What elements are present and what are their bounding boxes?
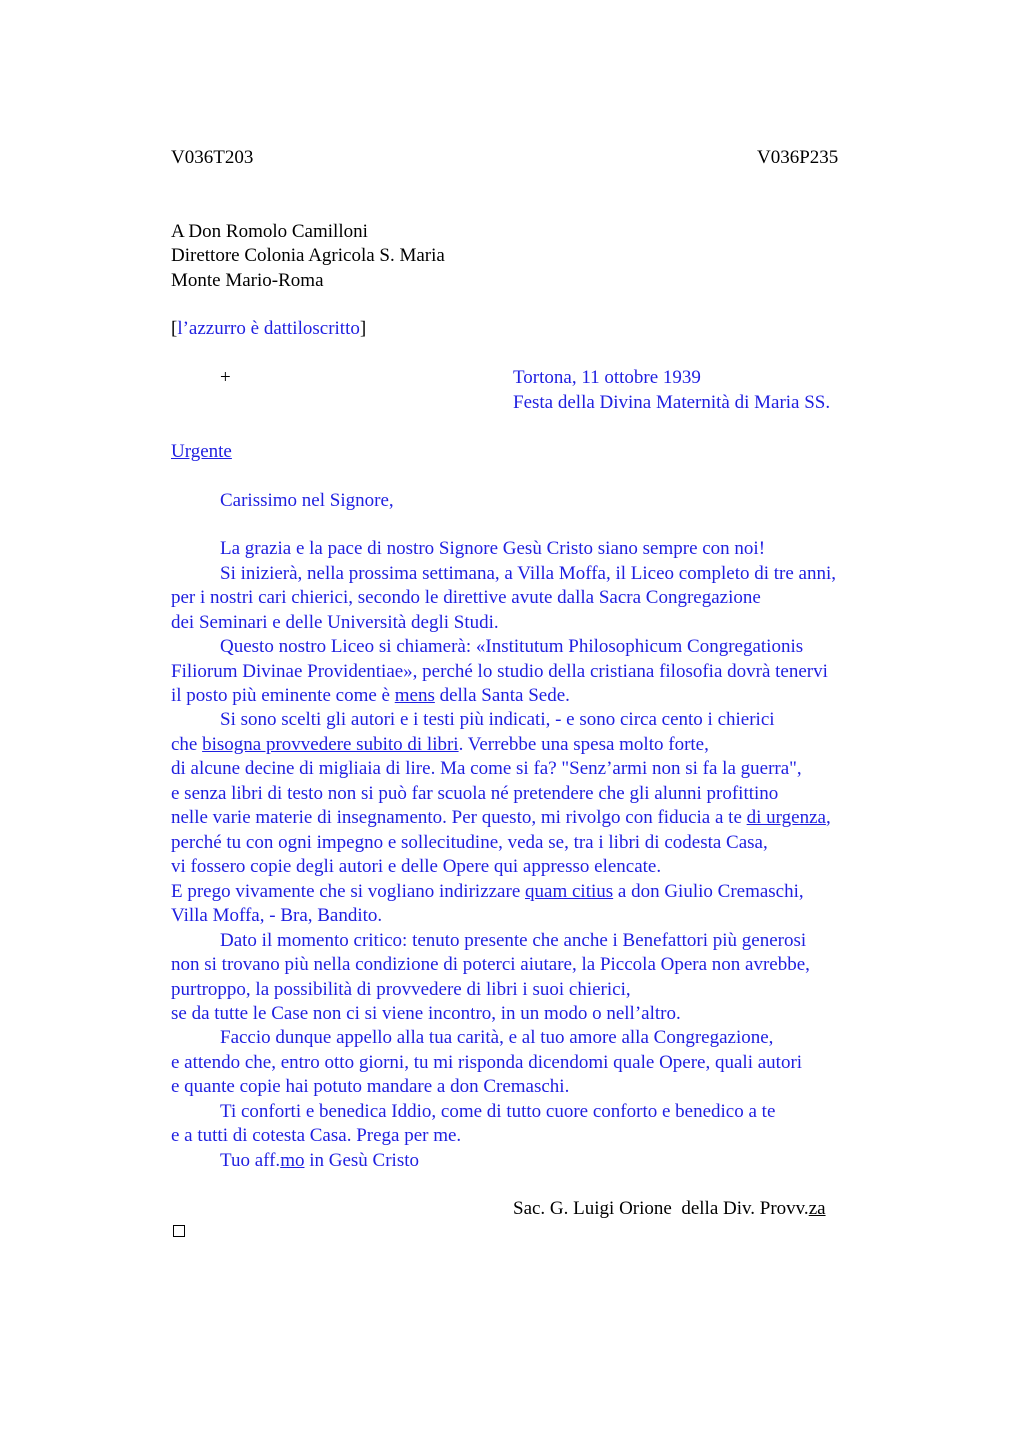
body-text: nelle varie materie di insegnamento. Per questo, mi rivolgo con fiducia a te: [171, 807, 747, 828]
underlined-text: mo: [280, 1150, 305, 1171]
body-line: [171, 880, 804, 904]
body-text: E prego vivamente che si vogliano indirizzare: [171, 881, 526, 902]
body-text: Tuo aff.: [220, 1150, 281, 1171]
body-line: Questo nostro Liceo si chiamerà: «Institutum Philosophicum Congregationis: [220, 636, 804, 657]
body-line: Filiorum Divinae Providentiae», perché lo studio della cristiana filosofia dovrà tenervi: [171, 661, 828, 682]
body-line: per i nostri cari chierici, secondo le direttive avute dalla Sacra Congregazione: [171, 587, 761, 608]
body-text: il posto più eminente come è: [171, 685, 395, 706]
address-location: Monte Mario-Roma: [171, 270, 324, 291]
body-line: non si trovano più nella condizione di poterci aiutare, la Piccola Opera non avrebbe,: [171, 954, 810, 975]
body-line: se da tutte le Case non ci si viene incontro, in un modo o nell’altro.: [171, 1003, 681, 1024]
note-text: l’azzurro è dattiloscritto: [177, 318, 360, 339]
signature: [513, 1197, 826, 1221]
document-code-left: V036T203: [171, 147, 254, 168]
body-line: Dato il momento critico: tenuto presente che anche i Benefattori più generosi: [220, 930, 807, 951]
underlined-text: quam citius: [525, 881, 614, 902]
body-text: in Gesù Cristo: [304, 1150, 419, 1171]
body-line: e attendo che, entro otto giorni, tu mi risponda dicendomi quale Opere, quali autori: [171, 1052, 803, 1073]
address-title: Direttore Colonia Agricola S. Maria: [171, 245, 445, 266]
signature-text: Sac. G. Luigi Orione della Div. Provv.: [513, 1198, 809, 1219]
end-box-icon: [173, 1225, 185, 1237]
address-recipient: A Don Romolo Camilloni: [171, 221, 368, 242]
underlined-text: di urgenza: [746, 807, 826, 828]
body-line: Faccio dunque appello alla tua carità, e al tuo amore alla Congregazione,: [220, 1027, 774, 1048]
body-line: Si sono scelti gli autori e i testi più indicati, - e sono circa cento i chierici: [220, 709, 775, 730]
body-text: della Santa Sede.: [434, 685, 570, 706]
body-line: vi fossero copie degli autori e delle Opere qui appresso elencate.: [171, 856, 662, 877]
body-line: La grazia e la pace di nostro Signore Gesù Cristo siano sempre con noi!: [220, 538, 766, 559]
body-line: dei Seminari e delle Università degli Studi.: [171, 612, 499, 633]
body-line: e a tutti di cotesta Casa. Prega per me.: [171, 1125, 462, 1146]
body-text: a don Giulio Cremaschi,: [613, 881, 804, 902]
cross-symbol: +: [220, 367, 231, 388]
note-bracket-open: [: [171, 318, 178, 339]
urgent-label: Urgente: [171, 441, 232, 462]
underlined-text: mens: [394, 685, 435, 706]
body-line: [171, 684, 570, 708]
body-line: e quante copie hai potuto mandare a don Cremaschi.: [171, 1076, 570, 1097]
body-text: ,: [825, 807, 831, 828]
body-text: . Verrebbe una spesa molto forte,: [458, 734, 709, 755]
place-date: Tortona, 11 ottobre 1939: [513, 367, 701, 388]
document-code-right: V036P235: [757, 147, 839, 168]
body-line: purtroppo, la possibilità di provvedere di libri i suoi chierici,: [171, 979, 631, 1000]
editorial-note: [171, 317, 366, 341]
body-line: e senza libri di testo non si può far scuola né pretendere che gli alunni profittino: [171, 783, 779, 804]
body-line: Villa Moffa, - Bra, Bandito.: [171, 905, 383, 926]
body-line: [171, 733, 709, 757]
body-text: che: [171, 734, 203, 755]
signature-suffix: za: [808, 1198, 826, 1219]
note-bracket-close: ]: [359, 318, 367, 339]
body-line: Si inizierà, nella prossima settimana, a Villa Moffa, il Liceo completo di tre anni,: [220, 563, 837, 584]
body-line: [171, 806, 831, 830]
underlined-text: bisogna provvedere subito di libri: [202, 734, 459, 755]
body-line: perché tu con ogni impegno e sollecitudine, veda se, tra i libri di codesta Casa,: [171, 832, 768, 853]
body-line: di alcune decine di migliaia di lire. Ma come si fa? "Senz’armi non si fa la guerra",: [171, 758, 802, 779]
closing-line: [220, 1149, 419, 1173]
salutation: Carissimo nel Signore,: [220, 490, 394, 511]
body-line: Ti conforti e benedica Iddio, come di tutto cuore conforto e benedico a te: [220, 1101, 776, 1122]
feast-day: Festa della Divina Maternità di Maria SS.: [513, 392, 831, 413]
